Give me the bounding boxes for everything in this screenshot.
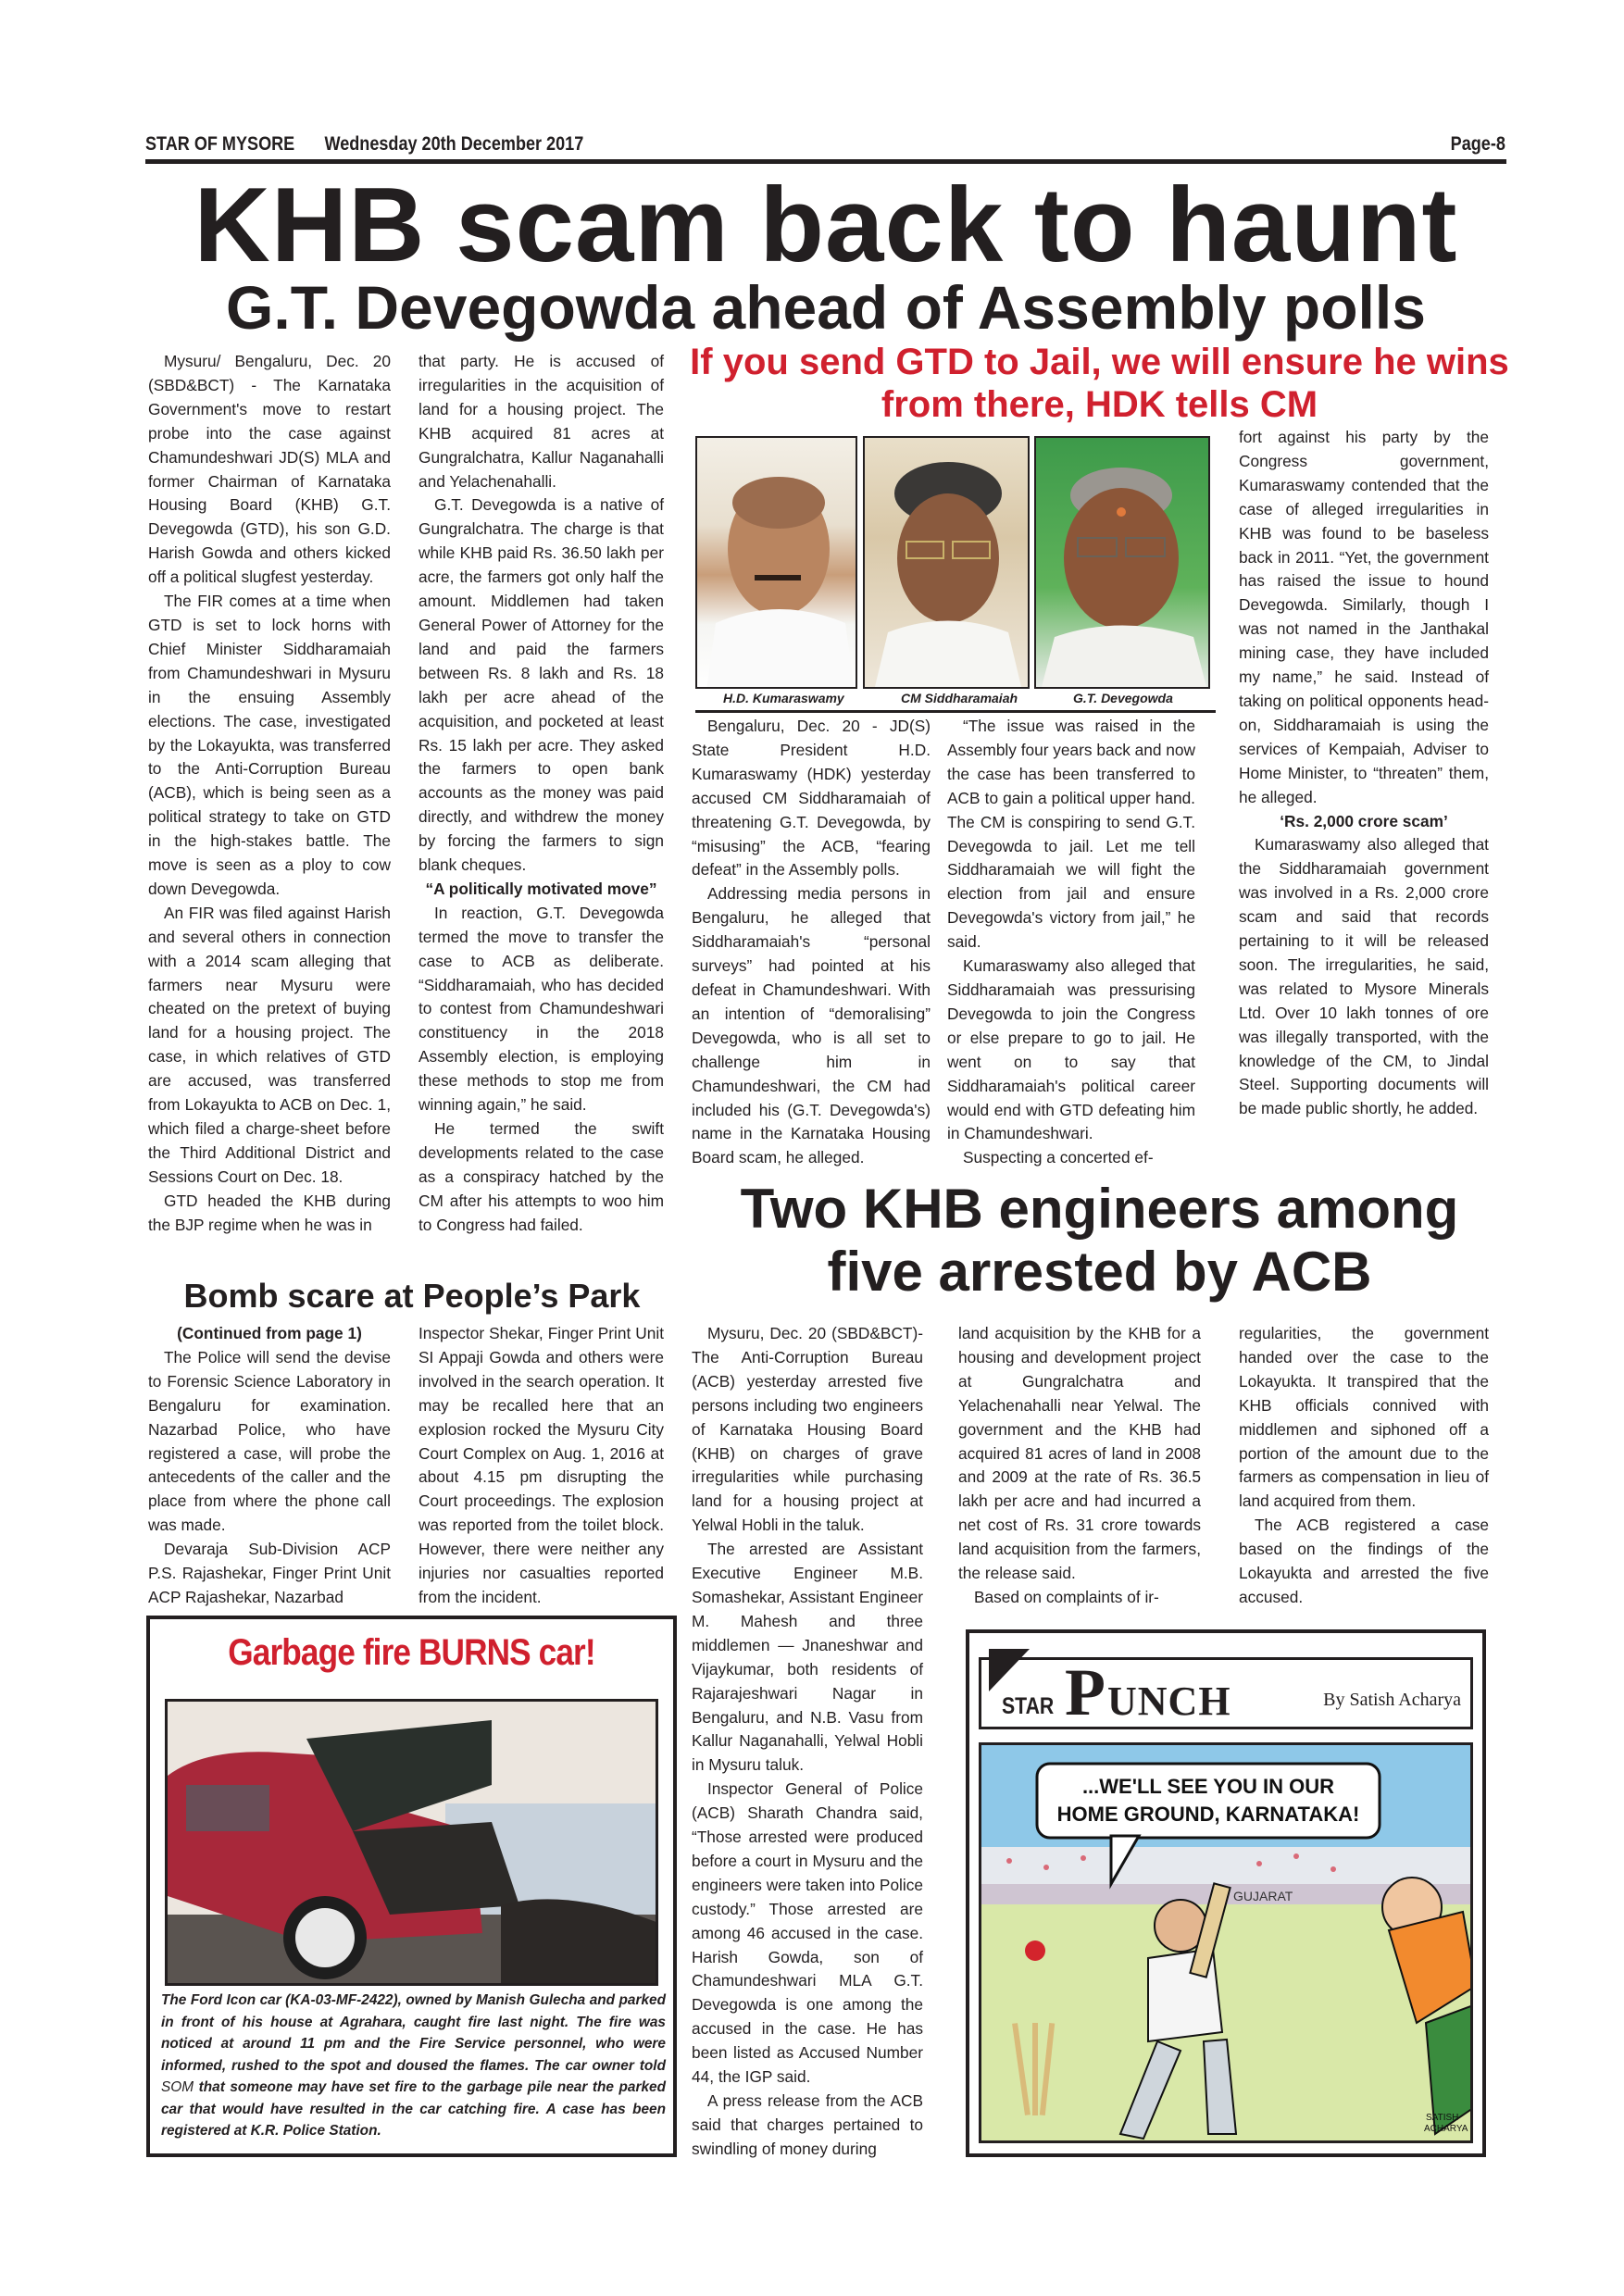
star-punch-header	[979, 1657, 1473, 1729]
garbage-fire-headline: Garbage fire BURNS car!	[228, 1632, 595, 1673]
paragraph: Mysuru, Dec. 20 (SBD&BCT)- The Anti-Corruption Bureau (ACB) yesterday arrested five persons including two engineers of Karnataka Housing Board (KHB) on charges of grave irregularities while purchasing land for a housing project at Yelwal Hobli in the taluk.	[692, 1324, 923, 1535]
star-label: STAR	[1002, 1693, 1055, 1719]
paragraph: Based on complaints of ir-	[974, 1587, 1159, 1606]
paragraph: G.T. Devegowda is a native of Gungralchatra. The charge is that while KHB paid Rs. 36.50 lakh per acre, the farmers got only half the amount. Middlemen had taken General Power of Attorney for the land and paid the farmers between Rs. 8 lakh and Rs. 18 lakh per acre ahead of the acquisition, and pocketed at least Rs. 15 lakh per acre. They asked the farmers to open bank accounts as the money was paid directly, and withdrew the money by forcing the farmers to sign blank cheques.	[418, 495, 664, 875]
photo-kumaraswamy	[695, 436, 857, 689]
burnt-car-photo-icon	[168, 1702, 658, 1986]
svg-text:SATISH: SATISH	[1426, 2113, 1459, 2123]
hdk-story-column-2	[947, 715, 1195, 1170]
paragraph: fort against his party by the Congress government, Kumaraswamy contended that the case of alleged irregularities in KHB was found to be baseless back in 2011. “Yet, the government has raised the issue to hound Devegowda. Similarly, though I was not named in the Janthakal mining case, they have included my name,” he said. Instead of taking on political opponents head-on, Siddharamaiah is using the services of Kempaiah, Adviser to Home Minister, to “threaten” them, he alleged.	[1239, 428, 1489, 806]
paragraph: that party. He is accused of irregularities in the acquisition of land for a housing project. The KHB acquired 81 acres at Gungralchatra, Kallur Naganahalli and Yelachenahalli.	[418, 352, 664, 491]
paragraph: The FIR comes at a time when GTD is set to lock horns with Chief Minister Siddharamaiah from Chamundeshwari in Mysuru in the ensuing Assembly elections. The case, investigated by the Lokayukta, was transferred to the Anti-Corruption Bureau (ACB), which is being seen as a political strategy to take on GTD in the high-stakes battle. The move is seen as a ploy to cow down Devegowda.	[148, 592, 391, 898]
cricket-cartoon	[979, 1742, 1473, 2143]
bomb-story-column-1	[148, 1322, 391, 1610]
subheading: ‘Rs. 2,000 crore scam’	[1280, 811, 1448, 830]
photo-siddharamaiah	[863, 436, 1030, 689]
svg-text:ACHARYA: ACHARYA	[1424, 2124, 1468, 2134]
punch-rest: UNCH	[1107, 1678, 1231, 1724]
caption-som: SOM	[161, 2079, 194, 2095]
lead-subheadline: G.T. Devegowda ahead of Assembly polls	[226, 273, 1426, 342]
bomb-story-headline: Bomb scare at People’s Park	[183, 1277, 641, 1315]
paragraph: Bengaluru, Dec. 20 - JD(S) State President H.D. Kumaraswamy (HDK) yesterday accused CM Siddharamaiah of threatening G.T. Devegowda, by “misusing” the ACB, “fearing defeat” in the Assembly polls.	[692, 717, 931, 880]
paragraph: Inspector General of Police (ACB) Sharath Chandra said, “Those arrested were produced before a court in Mysuru and the engineers were taken into Police custody.” Those arrested are among 46 accused in the case. Harish Gowda, son of Chamundeshwari MLA G.T. Devegowda is one among the accused in the case. He has been listed as Accused Number 44, the IGP said.	[692, 1779, 923, 2087]
paragraph: GTD headed the KHB during the BJP regime when he was in	[148, 1191, 391, 1234]
paragraph: Devaraja Sub-Division ACP P.S. Rajashekar, Finger Print Unit ACP Rajashekar, Nazarbad	[148, 1540, 391, 1606]
bomb-story-column-2	[418, 1322, 664, 1610]
paragraph: An FIR was filed against Harish and several others in connection with a 2014 scam alleging that farmers near Mysuru were cheated on the pretext of buying land for a housing project. The case, in which relatives of GTD are accused, was transferred from Lokayukta to ACB on Dec. 1, which filed a charge-sheet before the Third Additional District and Sessions Court on Dec. 18.	[148, 903, 391, 1186]
continued-note: (Continued from page 1)	[177, 1324, 362, 1342]
paragraph: A press release from the ACB said that charges pertained to swindling of money during	[692, 2091, 923, 2158]
star-punch-box	[966, 1629, 1486, 2157]
cartoonist-byline: By Satish Acharya	[1323, 1690, 1461, 1710]
hdk-story-headline: If you send GTD to Jail, we will ensure he wins from there, HDK tells CM	[690, 342, 1509, 425]
photo-captions	[695, 689, 1216, 709]
masthead	[145, 130, 1505, 163]
acb-story-headline: Two KHB engineers among five arrested by ACB	[740, 1178, 1459, 1303]
hdk-story-column-3	[1239, 426, 1489, 1121]
corner-triangle-icon	[989, 1649, 1030, 1691]
acb-story-column-3	[1239, 1322, 1489, 1610]
paragraph: Kumaraswamy also alleged that the Siddharamaiah government was involved in a Rs. 2,000 crore scam and said that records pertaining to it will be released soon. The irregularities, he said, was related to Mysore Minerals Ltd. Over 10 lakh tonnes of ore was illegally transported, with the knowledge of the CM, to Jindal Steel. Supporting documents will be made public shortly, he added.	[1239, 835, 1489, 1118]
lead-story-column-2	[418, 350, 664, 1238]
caption-text: that someone may have set fire to the garbage pile near the parked car that would have resulted in the car catching fire. A case has been registered at K.R. Police Station.	[161, 2079, 666, 2139]
photo-devegowda	[1034, 436, 1210, 689]
photo-caption: G.T. Devegowda	[1073, 691, 1173, 705]
issue-date: Wednesday 20th December 2017	[324, 133, 584, 155]
punch-initial: P	[1065, 1655, 1106, 1729]
burnt-car-photo	[165, 1699, 658, 1986]
photo-strip-rule	[695, 710, 1216, 713]
paragraph: Addressing media persons in Bengaluru, he alleged that Siddharamaiah's “personal surveys” had pointed at his defeat in Chamundeshwari. With an intention of “demoralising” Devegowda, who is all set to challenge him in Chamundeshwari, the CM had included his (G.T. Devegowda's) name in the Karnataka Housing Board scam, he alleged.	[692, 884, 931, 1167]
paragraph: Suspecting a concerted ef-	[963, 1148, 1154, 1167]
paragraph: In reaction, G.T. Devegowda termed the move to transfer the case to ACB as deliberate. “Siddharamaiah, who has decided to contest from Chamundeshwari constituency in the 2018 Assembly election, is employing these methods to stop me from winning again,” he said.	[418, 903, 664, 1115]
photo-caption: CM Siddharamaiah	[901, 691, 1018, 705]
caption-text: The Ford Icon car (KA-03-MF-2422), owned by Manish Gulecha and parked in front of his house at Agrahara, caught fire last night. The fire was noticed at around 11 pm and the Fire Service personnel, who were informed, rushed to the spot and doused the flames. The car owner told	[161, 1992, 666, 2074]
garbage-fire-box	[146, 1616, 677, 2157]
paragraph: “The issue was raised in the Assembly four years back and now the case has been transferred to ACB to gain a political upper hand. The CM is conspiring to send G.T. Devegowda to jail. Let me tell Siddharamaiah we will fight the election from jail and ensure Devegowda's victory from jail,” he said.	[947, 717, 1195, 952]
portrait-photo-icon	[697, 438, 857, 689]
paragraph: The Police will send the devise to Forensic Science Laboratory in Bengaluru for examination. Nazarbad Police, who have registered a case, will probe the antecedents of the caller and the place from where the phone call was made.	[148, 1347, 391, 1535]
paragraph: Kumaraswamy also alleged that Siddharamaiah was pressurising Devegowda to join the Congress or else prepare to go to jail. He went on to say that Siddharamaiah's political career would end with GTD defeating him in Chamundeshwari.	[947, 956, 1195, 1143]
paper-name: STAR OF MYSORE	[145, 133, 295, 155]
masthead-rule	[145, 159, 1506, 164]
board-text: GUJARAT	[1233, 1889, 1293, 1903]
svg-text:HOME GROUND, KARNATAKA!: HOME GROUND, KARNATAKA!	[1056, 1803, 1360, 1826]
hdk-story-column-1	[692, 715, 931, 1170]
paragraph: The ACB registered a case based on the findings of the Lokayukta and arrested the five accused.	[1239, 1516, 1489, 1606]
portrait-photo-icon	[865, 438, 1030, 689]
page-number: Page-8	[1450, 133, 1505, 155]
paragraph: He termed the swift developments related to the case as a conspiracy hatched by the CM after his attempts to woo him to Congress had failed.	[418, 1119, 664, 1234]
lead-headline: KHB scam back to haunt	[194, 167, 1458, 284]
paragraph: regularities, the government handed over the case to the Lokayukta. It transpired that the KHB officials connived with middlemen and siphoned off a portion of the amount due to the farmers as compensation in lieu of land acquired from them.	[1239, 1324, 1489, 1511]
paragraph: Mysuru/ Bengaluru, Dec. 20 (SBD&BCT) - The Karnataka Government's move to restart probe into the case against Chamundeshwari JD(S) MLA and former Chairman of Karnataka Housing Board (KHB) G.T. Devegowda (GTD), his son G.D. Harish Gowda and others kicked off a political slugfest yesterday.	[148, 352, 391, 587]
cricket-cartoon-icon	[981, 1745, 1473, 2143]
photo-caption: H.D. Kumaraswamy	[723, 691, 844, 705]
svg-text:...WE'LL SEE YOU IN OUR: ...WE'LL SEE YOU IN OUR	[1081, 1775, 1335, 1798]
paragraph: Inspector Shekar, Finger Print Unit SI Appaji Gowda and others were involved in the search operation. It may be recalled here that an explosion rocked the Mysuru City Court Complex on Aug. 1, 2016 at about 4.15 pm disrupting the Court proceedings. The explosion was reported from the toilet block. However, there were neither any injuries nor casualties reported from the incident.	[418, 1324, 664, 1606]
acb-story-column-1	[692, 1322, 923, 2162]
acb-story-column-2	[958, 1322, 1201, 1610]
subheading: “A politically motivated move”	[425, 879, 657, 898]
paragraph: land acquisition by the KHB for a housing and development project at Gungralchatra and Yelachenahalli near Yelwal. The government and the KHB had acquired 81 acres of land in 2008 and 2009 at the rate of Rs. 36.5 lakh per acre and had incurred a net cost of Rs. 31 crore towards land acquisition from the farmers, the release said.	[958, 1324, 1201, 1583]
lead-story-column-1	[148, 350, 391, 1238]
garbage-fire-caption	[161, 1990, 666, 2142]
portrait-photo-icon	[1036, 438, 1210, 689]
paragraph: The arrested are Assistant Executive Engineer M.B. Somashekar, Assistant Engineer M. Mahesh and three middlemen — Jnaneshwar and Vijaykumar, both residents of Rajarajeshwari Nagar in Bengaluru, and N.B. Vasu from Kallur Naganahalli, Yelwal Hobli in Mysuru taluk.	[692, 1540, 923, 1775]
